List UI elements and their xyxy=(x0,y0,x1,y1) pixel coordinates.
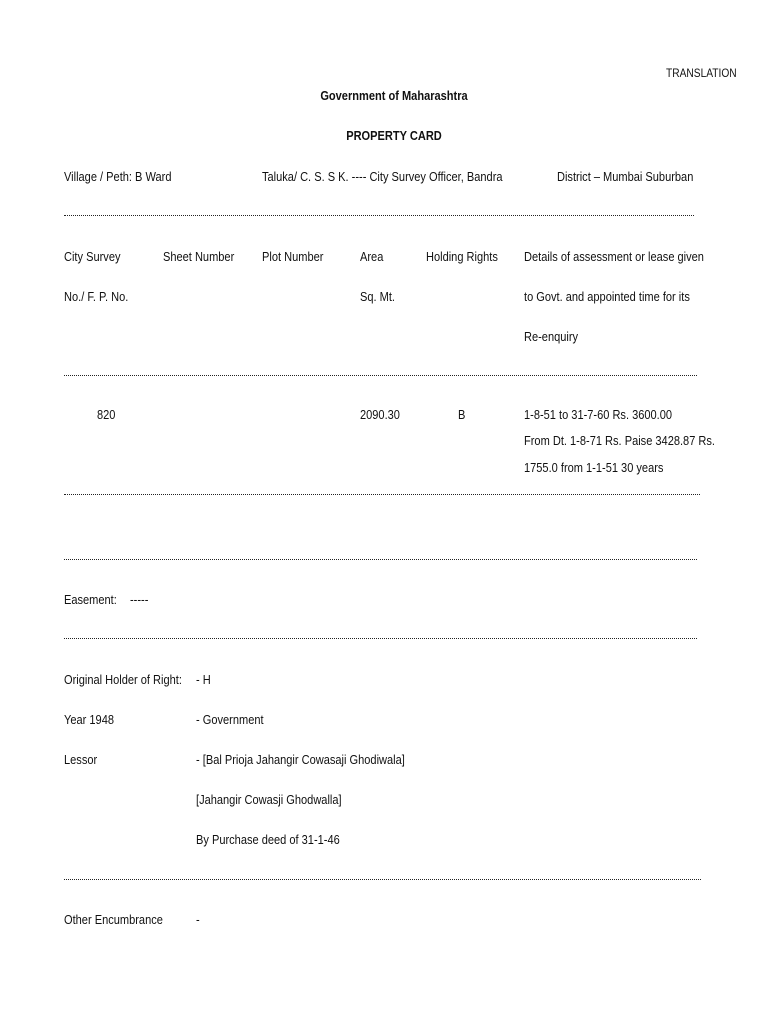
city-survey-number-value: 820 xyxy=(97,407,116,422)
lessor-value-line-2: [Jahangir Cowasji Ghodwalla] xyxy=(196,792,342,807)
divider xyxy=(64,494,700,495)
assessment-details-line-1: 1-8-51 to 31-7-60 Rs. 3600.00 xyxy=(524,407,673,422)
column-holding-rights: Holding Rights xyxy=(426,249,498,264)
year-value: - Government xyxy=(196,712,264,727)
column-sheet-number: Sheet Number xyxy=(163,249,235,264)
purchase-deed: By Purchase deed of 31-1-46 xyxy=(196,832,340,847)
column-city-survey-no: No./ F. P. No. xyxy=(64,289,129,304)
translation-label: TRANSLATION xyxy=(666,66,737,80)
column-plot-number: Plot Number xyxy=(262,249,324,264)
taluka-field: Taluka/ C. S. S K. ---- City Survey Officer, Bandra xyxy=(262,169,503,184)
original-holder-value: - H xyxy=(196,672,211,687)
divider xyxy=(64,879,701,880)
village-field: Village / Peth: B Ward xyxy=(64,169,172,184)
holding-rights-value: B xyxy=(458,407,466,422)
easement-label: Easement: xyxy=(64,592,117,607)
column-area: Area xyxy=(360,249,384,264)
divider xyxy=(64,638,697,639)
other-encumbrance-value: - xyxy=(196,912,200,927)
district-field: District – Mumbai Suburban xyxy=(557,169,694,184)
column-details-line-3: Re-enquiry xyxy=(524,329,579,344)
year-label: Year 1948 xyxy=(64,712,114,727)
area-value: 2090.30 xyxy=(360,407,400,422)
government-heading: Government of Maharashtra xyxy=(320,88,468,103)
lessor-label: Lessor xyxy=(64,752,98,767)
divider xyxy=(64,215,694,216)
divider xyxy=(64,375,697,376)
lessor-value: - [Bal Prioja Jahangir Cowasaji Ghodiwala] xyxy=(196,752,405,767)
column-details-line-2: to Govt. and appointed time for its xyxy=(524,289,690,304)
easement-value: ----- xyxy=(130,592,149,607)
divider xyxy=(64,559,697,560)
assessment-details-line-3: 1755.0 from 1-1-51 30 years xyxy=(524,460,664,475)
page-title: PROPERTY CARD xyxy=(346,128,442,143)
column-details: Details of assessment or lease given xyxy=(524,249,704,264)
column-city-survey: City Survey xyxy=(64,249,121,264)
original-holder-label: Original Holder of Right: xyxy=(64,672,182,687)
other-encumbrance-label: Other Encumbrance xyxy=(64,912,163,927)
column-area-unit: Sq. Mt. xyxy=(360,289,396,304)
assessment-details-line-2: From Dt. 1-8-71 Rs. Paise 3428.87 Rs. xyxy=(524,433,715,448)
